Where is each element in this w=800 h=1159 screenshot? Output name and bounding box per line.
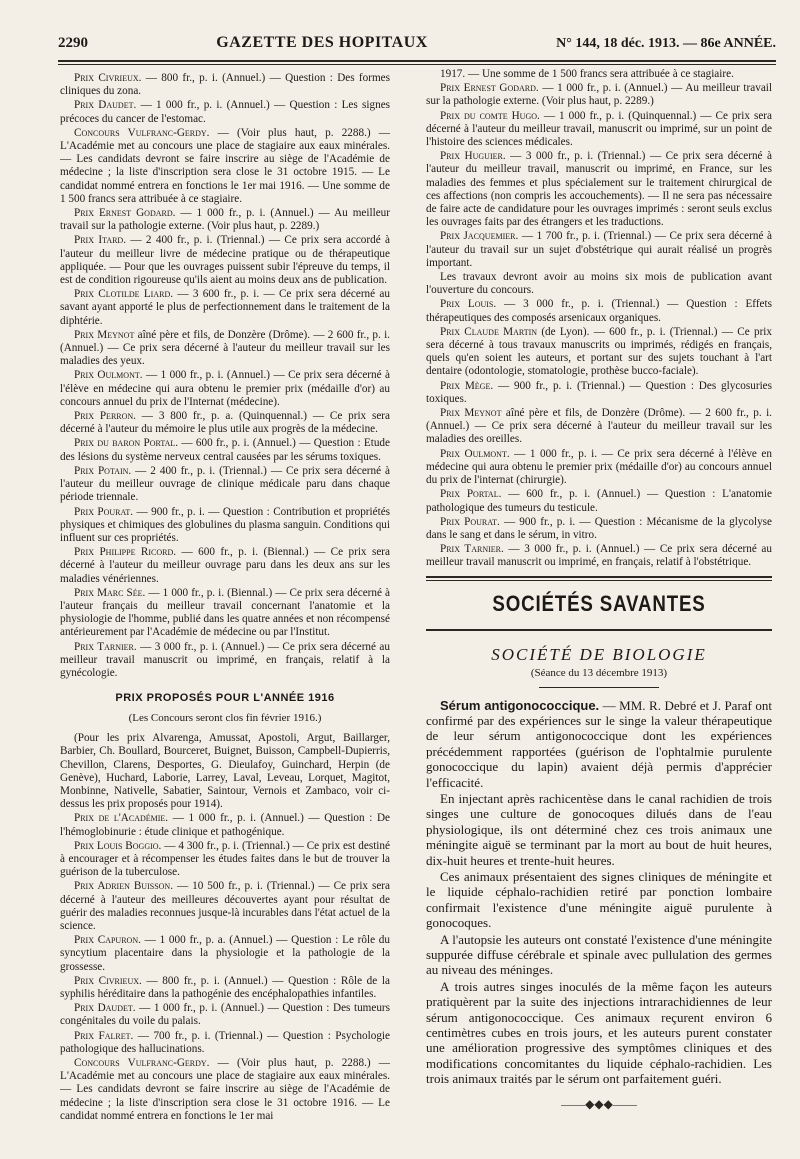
prize-text: — 900 fr., p. i. (Triennal.) — Question : Des glycosuries toxiques. <box>426 379 772 405</box>
prize-text: — 800 fr., p. i. (Annuel.) — Question : Rôle de la syphilis héréditaire dans la pathogénie des encéphalopathies infantiles. <box>60 974 390 1000</box>
intro-paragraph: (Pour les prix Alvarenga, Amussat, Apostoli, Argut, Baillarger, Barbier, Ch. Boullard, Bourceret, Buignet, Buisson, Campbell-Dupierris, Chevillon, Clarens, Desportes, G. Dieulafoy, Guinchard, Herpin (de Genève), Huchard, Laborie, Larrey, Laval, Leveau, Lorquet, Magitot, Monbinne, Nativelle, Sabatier, Saintour, Vernois et Zambaco, voir ci-dessus les prix proposés pour 1914). <box>60 732 390 811</box>
article-paragraph <box>426 979 772 1087</box>
short-divider <box>539 687 659 688</box>
prize-text: — 600 fr., p. i. (Annuel.) — Question : L'anatomie pathologique des tumeurs du testicule. <box>426 488 773 514</box>
article-paragraph <box>426 791 772 868</box>
prize-name: Concours Vulfranc-Gerdy. <box>74 126 210 139</box>
prize-text: — 1 000 fr., p. i. (Annuel.) — Question : Des tumeurs congénitales du voile du palais. <box>60 1002 390 1028</box>
prize-text: — 2 400 fr., p. i. (Triennal.) — Ce prix sera décerné à l'auteur du meilleur ouvrage de clinique médicale paru dans chaque période triennale. <box>60 464 391 504</box>
prize-paragraph <box>426 230 772 270</box>
article-body <box>426 698 772 1087</box>
prize-name: Prix Daudet. <box>74 1002 136 1015</box>
prize-paragraph <box>426 110 772 150</box>
article-paragraph <box>426 869 772 931</box>
prize-paragraph <box>426 82 772 108</box>
article-paragraph <box>426 698 772 790</box>
prize-name: Prix de l'Académie. <box>74 812 169 825</box>
prize-paragraph <box>60 506 390 546</box>
prize-paragraph <box>60 207 390 233</box>
prize-paragraph <box>60 934 390 974</box>
end-ornament: ——◆◆◆—— <box>561 1096 637 1111</box>
prize-name: Prix Louis. <box>440 298 497 311</box>
prize-name: Prix Capuron. <box>74 934 141 947</box>
prize-list-1915 <box>60 72 390 680</box>
prize-text: aîné père et fils, de Donzère (Drôme). — 2 600 fr., p. i. (Annuel.) — Ce prix sera décerné à l'auteur du meilleur travail sur les maladies des oreilles. <box>426 407 772 446</box>
prize-text: — 4 300 fr., p. i. (Triennal.) — Ce prix est destiné à encourager et à récompenser les études faites dans le but de trouver la guérison de la tuberculose. <box>60 839 390 879</box>
prize-name: Prix Portal. <box>440 488 502 501</box>
prize-paragraph <box>426 488 772 514</box>
article-text: Ces animaux présentaient des signes cliniques de méningite et le liquide céphalo-rachidien retiré par ponction lombaire confirmait l'existence d'une méningite aiguë purulente à gonocoques. <box>426 868 772 931</box>
prize-paragraph <box>60 641 390 681</box>
article-text: A l'autopsie les auteurs ont constaté l'existence d'une méningite suppurée diffuse cérébrale et spinale avec pullulation des germes au niveau des méninges. <box>426 931 772 978</box>
prize-paragraph <box>426 543 772 569</box>
prize-paragraph <box>60 410 390 436</box>
prize-paragraph <box>60 369 390 409</box>
society-title: SOCIÉTÉ DE BIOLOGIE <box>491 644 707 664</box>
prize-text: — (Voir plus haut, p. 2288.) — L'Académie met au concours une place de stagiaire aux eaux minérales. — Les candidats devront se faire inscrire au siège de l'Académie de médecine ; la liste d'inscription sera close le 31 octobre 1915. — Le candidat nommé entrera en fonctions le 1er mai 1916. — Une somme de 1 500 francs sera attribuée à ce stagiaire. <box>60 126 390 205</box>
prize-paragraph <box>60 840 390 880</box>
prize-text: — 1 000 fr., p. i. (Annuel.) — Ce prix sera décerné à l'élève en médecine qui aura obtenu le premier prix (médaille d'or) au concours annuel du prix de l'Internat (médecine). <box>60 369 390 408</box>
prize-name: Prix Marc Sée. <box>74 586 146 599</box>
prize-paragraph <box>60 1002 390 1028</box>
prize-text: — 600 fr., p. i. (Biennal.) — Ce prix sera décerné à l'auteur du meilleur ouvrage paru dans les deux ans sur les maladies vénériennes. <box>60 546 390 585</box>
prize-name: Prix Civrieux. <box>74 974 142 987</box>
prize-name: Prix Adrien Buisson. <box>74 880 174 893</box>
prize-name: Prix Louis Boggio. <box>74 839 162 852</box>
right-column <box>426 68 772 1112</box>
prize-text: — 900 fr., p. i. — Question : Mécanisme de la glycolyse dans le sang et dans le sérum, in vitro. <box>426 515 772 541</box>
prize-text: (de Lyon). — 600 fr., p. i. (Triennal.) — Ce prix sera décerné à tous travaux manuscrits ou imprimés, rédigés en français, quels qu'en soient les auteurs, et portant sur des sujets touchant à l'art dentaire (odontologie, stomatologie, prothèse bucco-faciale). <box>426 325 772 378</box>
prize-name: Prix Claude Martin <box>440 325 538 338</box>
prize-paragraph <box>426 150 772 229</box>
prize-text: — 1 000 fr., p. i. (Annuel.) — Question : Les signes précoces du cancer de l'estomac. <box>60 99 391 125</box>
prize-text: 1917. — Une somme de 1 500 francs sera attribuée à ce stagiaire. <box>440 68 734 80</box>
header-rule-thin <box>58 64 776 65</box>
prize-paragraph <box>60 234 390 287</box>
prize-name: Prix Pourat. <box>440 515 500 528</box>
prize-name: Prix Pourat. <box>74 505 134 518</box>
band-rule-thin <box>426 580 772 581</box>
band-rule-bottom <box>426 629 772 631</box>
prize-paragraph <box>426 380 772 406</box>
prize-name: Prix Meynot <box>440 407 502 420</box>
prize-paragraph <box>60 99 390 125</box>
prize-text: — 1 700 fr., p. i. (Triennal.) — Ce prix sera décerné à l'auteur du travail sur un sujet d'obstétrique qui aurait réalisé un progrès important. <box>426 230 773 269</box>
prize-name: Prix Potain. <box>74 464 132 477</box>
prize-text: — 3 800 fr., p. a. (Quinquennal.) — Ce prix sera décerné à l'auteur du mémoire le plus utile aux progrès de la médecine. <box>60 410 390 436</box>
prize-paragraph <box>60 72 390 98</box>
publication-title: GAZETTE DES HOPITAUX <box>216 34 428 51</box>
prize-paragraph <box>426 407 772 447</box>
prize-text: — 1 000 fr., p. i. (Annuel.) — Au meilleur travail sur la pathologie externe. (Voir plus haut, p. 2289.) <box>60 207 390 233</box>
prize-text: — 2 400 fr., p. i. (Triennal.) — Ce prix sera accordé à l'auteur du meilleur livre de médecine pratique ou de thérapeutique appliquée. — Pour que les ouvrages puissent subir l'épreuve du temps, il est de condition rigoureuse qu'ils aient au moins deux ans de publication. <box>60 234 390 287</box>
prize-text: — 3 600 fr., p. i. — Ce prix sera décerné au savant ayant apporté le plus de perfectionnement dans le traitement de la diphtérie. <box>60 288 390 327</box>
prize-paragraph <box>60 975 390 1001</box>
prize-text: — 700 fr., p. i. (Triennal.) — Question : Psychologie pathologique des hallucinations. <box>60 1029 390 1055</box>
prize-text: — 1 000 fr., p. i. (Annuel.) — Au meilleur travail sur la pathologie externe. (Voir plus haut, p. 2289.) <box>426 82 772 108</box>
prize-paragraph <box>426 271 772 297</box>
prize-paragraph <box>426 68 772 81</box>
prize-paragraph <box>60 1030 390 1056</box>
prize-text: — 1 000 fr., p. i. (Annuel.) — Question : De l'hémoglobinurie : étude clinique et pathogénique. <box>60 812 390 838</box>
prize-text: — 1 000 fr., p. i. (Biennal.) — Ce prix sera décerné à l'auteur français du meilleur travail concernant l'anatomie et la physiologie de l'homme, publié dans les quatre années et non récompensé antérieurement par l'Académie de médecine ou par l'Institut. <box>60 586 390 639</box>
prize-paragraph <box>60 329 390 369</box>
prize-text: — 3 000 fr., p. i. (Annuel.) — Ce prix sera décerné au meilleur travail manuscrit ou imprimé, en français, relatif à l'obstétrique. <box>426 543 772 569</box>
prize-text: — 600 fr., p. i. (Annuel.) — Question : Etude des lésions du système nerveux central causées par les sérums toxiques. <box>60 437 390 463</box>
prize-text: — 1 000 fr., p. i. — Ce prix sera décerné à l'élève en médecine qui aura obtenu le premier prix (médaille d'or) au concours annuel du prix de l'internat (chirurgie). <box>426 447 772 487</box>
prize-name: Prix Huguier. <box>440 150 506 163</box>
prize-name: Prix Clotilde Liard. <box>74 288 174 301</box>
band-rule-top <box>426 576 772 578</box>
prize-name: Prix Oulmont. <box>74 369 143 382</box>
prize-text: — 900 fr., p. i. — Question : Contribution et propriétés physiques et chimiques des globulines du plasma sanguin. Conditions qui influent sur ces propriétés. <box>60 505 391 544</box>
article-text: En injectant après rachicentèse dans le canal rachidien de trois singes une culture de gonocoques dilués dans de l'eau physiologique, ils ont déterminé chez ces trois animaux une méningite aiguë se terminant par la mort au bout de huit heures, dix-huit heures et trente-huit heures. <box>426 790 772 868</box>
article-text: — MM. R. Debré et J. Paraf ont confirmé par des expériences sur le singe la valeur thérapeutique de leur sérum antigonococcique dont les expériences précédemment rapportées (guérison de l'ophtalmie purulente gonococcique du lapin) avaient déjà permis d'apprécier l'efficacité. <box>426 697 772 790</box>
section-heading-1916: PRIX PROPOSÉS POUR L'ANNÉE 1916 <box>115 692 335 705</box>
prize-name: Prix Philippe Ricord. <box>74 546 177 559</box>
prize-name: Prix Ernest Godard. <box>440 82 539 95</box>
prize-text: aîné père et fils, de Donzère (Drôme). — 2 600 fr., p. i. (Annuel.) — Ce prix sera décerné à l'auteur du meilleur travail sur les maladies des yeux. <box>60 328 390 368</box>
prize-name: Prix du comte Hugo. <box>440 109 540 122</box>
society-session: (Séance du 13 décembre 1913) <box>530 666 668 679</box>
prize-name: Prix du baron Portal. <box>74 437 179 450</box>
page-header <box>58 34 776 58</box>
page-number: 2290 <box>58 35 88 51</box>
prize-paragraph <box>60 587 390 640</box>
prize-name: Prix Oulmont. <box>440 447 510 460</box>
section-note: (Les Concours seront clos fin février 1916.) <box>128 712 322 725</box>
prize-name: Prix Mège. <box>440 379 494 392</box>
prize-name: Prix Ernest Godard. <box>74 207 176 220</box>
prize-text: — 1 000 fr., p. i. (Quinquennal.) — Ce prix sera décerné à l'auteur du meilleur travail, manuscrit ou imprimé, sur un point de l'histoire des sciences médicales. <box>426 109 772 149</box>
prize-name: Prix Tarnier. <box>440 543 504 556</box>
prize-name: Prix Tarnier. <box>74 640 137 653</box>
prize-text: — 3 000 fr., p. i. (Triennal.) — Ce prix sera décerné à l'auteur du meilleur travail, manuscrit ou imprimé, en France, sur les maladies des femmes et plus spécialement sur le traitement chirurgical de ces affections (non compris les accouchements). — Il ne sera pas nécessaire de faire acte de candidature pour les ouvrages imprimés : seront seuls exclus les ouvrages faits par des étrangers et les traductions. <box>426 150 772 229</box>
prize-text: — 3 000 fr., p. i. (Annuel.) — Ce prix sera décerné au meilleur travail manuscrit ou imprimé, en français, relatif à la gynécologie. <box>60 640 390 679</box>
prize-paragraph <box>60 1057 390 1123</box>
prize-name: Concours Vulfranc-Gerdy. <box>74 1057 210 1070</box>
prize-paragraph <box>426 298 772 324</box>
prize-paragraph <box>60 546 390 586</box>
prize-text: — 1 000 fr., p. a. (Annuel.) — Question : Le rôle du syncytium placentaire dans la physiologie et la pathologie de la grossesse. <box>60 934 390 973</box>
prize-name: Prix Jacquemier. <box>440 230 519 243</box>
prize-paragraph <box>60 465 390 505</box>
prize-name: Prix Falret. <box>74 1029 134 1042</box>
band-title: SOCIÉTÉS SAVANTES <box>492 590 706 616</box>
prize-text: — 800 fr., p. i. (Annuel.) — Question : Des formes cliniques du zona. <box>60 72 390 98</box>
article-paragraph <box>426 932 772 978</box>
issue-info: N° 144, 18 déc. 1913. — 86e ANNÉE. <box>556 36 776 51</box>
prize-paragraph <box>426 516 772 542</box>
prize-text: Les travaux devront avoir au moins six mois de publication avant l'ouverture du concours. <box>426 271 772 297</box>
prize-paragraph <box>60 437 390 463</box>
left-column <box>60 72 390 1124</box>
prize-name: Prix Daudet. <box>74 99 137 112</box>
prize-name: Prix Perron. <box>74 410 136 423</box>
prize-name: Prix Civrieux. <box>74 72 142 84</box>
article-title: Sérum antigonococcique. <box>440 697 600 713</box>
header-rule <box>58 60 776 62</box>
prize-text: — 10 500 fr., p. i. (Triennal.) — Ce prix sera décerné à l'auteur des meilleures découvertes ayant pour résultat de guérir des maladies reconnues jusque-là incurables dans l'état actuel de la science. <box>60 880 390 932</box>
prize-paragraph <box>60 127 390 206</box>
prize-text: — (Voir plus haut, p. 2288.) — L'Académie met au concours une place de stagiaire aux eaux minérales. — Les candidats devront se faire inscrire au siège de l'Académie de médecine ; la liste d'inscription sera close le 31 octobre 1916. — Le candidat nommé entrera en fonctions le 1er mai <box>60 1057 390 1122</box>
prize-paragraph <box>60 880 390 933</box>
article-text: A trois autres singes inoculés de la même façon les auteurs pratiquèrent par la suite des injections intrarachidiennes de leur sérum antigonococcique. Ces animaux reçurent environ 6 centimètres cubes en trois jours, et les auteurs purent constater une amélioration progressive des symptômes cliniques et des modifications concomitantes du liquide céphalo-rachidien. Les trois animaux traités par le sérum ont parfaitement guéri. <box>426 978 772 1087</box>
prize-paragraph <box>426 448 772 488</box>
prize-paragraph <box>60 288 390 328</box>
prize-name: Prix Itard. <box>74 234 127 247</box>
prize-list-continued <box>426 68 772 570</box>
prize-paragraph <box>426 326 772 379</box>
prize-name: Prix Meynot <box>74 328 135 341</box>
prize-list-1916 <box>60 812 390 1123</box>
prize-paragraph <box>60 812 390 838</box>
prize-text: — 3 000 fr., p. i. (Triennal.) — Question : Effets thérapeutiques des composés arsenicaux organiques. <box>426 298 772 324</box>
